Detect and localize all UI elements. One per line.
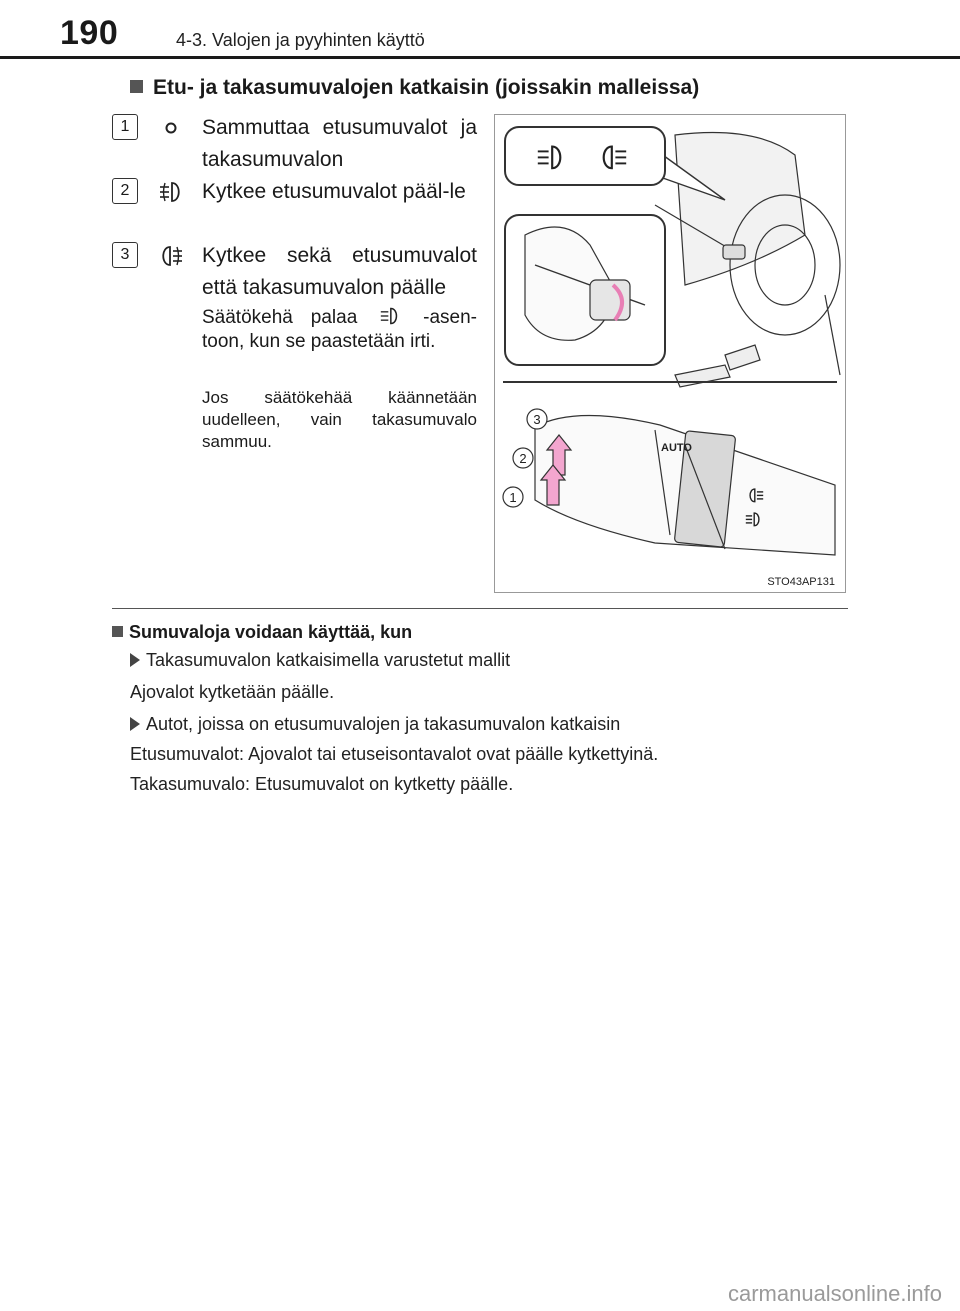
callout-1 bbox=[503, 487, 523, 507]
square-bullet-icon bbox=[130, 80, 143, 93]
item-text: Kytkee etusumuvalot pääl-le bbox=[202, 180, 466, 203]
rear-fog-icon bbox=[156, 244, 186, 268]
note-return-suffix: -asen-toon, kun se paastetään irti. bbox=[202, 307, 478, 352]
section-divider bbox=[112, 608, 848, 609]
svg-text:1: 1 bbox=[509, 490, 517, 505]
info-line-4: Etusumuvalot: Ajovalot tai etuseisontavalot ovat päälle kytkettyinä. bbox=[130, 744, 659, 764]
note-return-prefix: Säätökehä palaa bbox=[202, 307, 358, 328]
fog-switch-drawing bbox=[495, 115, 845, 592]
info-heading bbox=[112, 622, 412, 643]
page-number: 190 bbox=[60, 14, 119, 52]
header-rule bbox=[0, 56, 960, 59]
square-bullet-icon bbox=[112, 626, 123, 637]
callout-2 bbox=[513, 448, 533, 468]
item-text: Kytkee sekä etusumuvalot että takasumuvalon päälle bbox=[202, 244, 477, 299]
item-text: Sammuttaa etusumuvalot ja takasumuvalon bbox=[202, 116, 477, 171]
svg-text:2: 2 bbox=[519, 451, 527, 466]
front-fog-icon bbox=[377, 306, 403, 326]
section-title: 4-3. Valojen ja pyyhinten käyttö bbox=[176, 30, 425, 50]
info-line-2: Ajovalot kytketään päälle. bbox=[130, 682, 335, 702]
info-line-1: Takasumuvalon katkaisimella varustetut mallit bbox=[130, 650, 510, 671]
item-number: 1 bbox=[112, 114, 138, 140]
svg-text:3: 3 bbox=[533, 412, 541, 427]
info-heading-text: Sumuvaloja voidaan käyttää, kun bbox=[129, 622, 413, 642]
item-number: 3 bbox=[112, 242, 138, 268]
note-return bbox=[202, 306, 477, 354]
figure-caption: STO43AP131 bbox=[767, 576, 835, 588]
callout-3 bbox=[527, 409, 547, 429]
off-circle-icon bbox=[156, 116, 186, 140]
item-number: 2 bbox=[112, 178, 138, 204]
section-heading-text: Etu- ja takasumuvalojen katkaisin (joissakin malleissa) bbox=[153, 76, 700, 99]
info-line-3: Autot, joissa on etusumuvalojen ja takasumuvalon katkaisin bbox=[130, 714, 620, 735]
watermark: carmanualsonline.info bbox=[727, 1281, 942, 1306]
note-rear-off: Jos säätökehää käännetään uudelleen, vain takasumuvalo sammuu. bbox=[202, 388, 477, 451]
section-heading bbox=[130, 76, 699, 100]
front-fog-icon bbox=[156, 180, 186, 204]
auto-label: AUTO bbox=[661, 442, 692, 454]
fog-switch-illustration bbox=[494, 114, 846, 593]
info-line-5: Takasumuvalo: Etusumuvalot on kytketty päälle. bbox=[130, 774, 514, 794]
triangle-bullet-icon bbox=[130, 653, 140, 667]
triangle-bullet-icon bbox=[130, 717, 140, 731]
